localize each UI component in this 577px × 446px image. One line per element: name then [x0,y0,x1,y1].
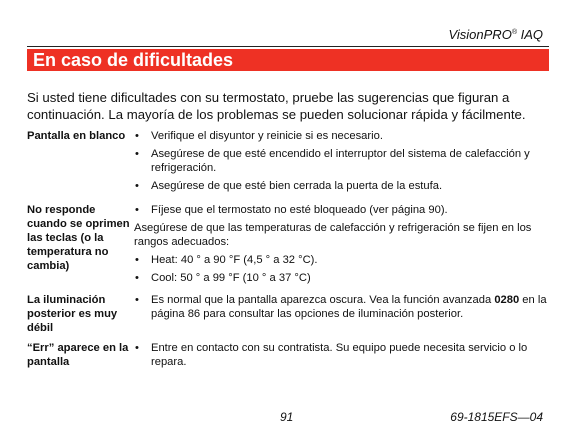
list-item-text: en la página 86 para consultar las opciones de iluminación posterior. [151,294,547,320]
list-item: • Cool: 50 ° a 99 °F (10 ° a 37 °C) [134,271,554,285]
page-number: 91 [280,410,294,424]
problem-label: La iluminación posterior es muy débil [27,294,118,334]
list-item: • Asegúrese de que esté encendido el interruptor del sistema de calefacción y refrigeración. [134,147,554,175]
brand-header [448,27,543,42]
intro-paragraph: Si usted tiene dificultades con su termostato, pruebe las sugerencias que figuran a continuación. La mayoría de los problemas se pueden solucionar rápida y fácilmente. [27,90,526,122]
list-item-text: Es normal que la pantalla aparezca oscura. Vea la función avanzada [151,294,495,306]
troubleshooting-table [27,129,557,373]
problem-label: “Err” aparece en la pantalla [27,342,129,368]
solution-list [134,293,554,335]
list-item: • Verifique el disyuntor y reinicie si es necesario. [134,129,554,143]
table-row [27,341,557,373]
solution-list [134,129,554,197]
solution-list [134,203,554,289]
list-item: • Entre en contacto con su contratista. Su equipo puede necesita servicio o lo repara. [134,341,554,369]
brand-name: VisionPRO [448,27,512,42]
table-row [27,293,557,335]
problem-label: No responde cuando se oprimen las teclas (o la temperatura no cambia) [27,204,130,272]
brand-suffix: IAQ [516,27,543,42]
solution-list [134,341,554,373]
table-row [27,203,557,289]
list-note: Asegúrese de que las temperaturas de calefacción y refrigeración se fijen en los rangos adecuados: [134,222,532,248]
document-code: 69-1815EFS—04 [450,410,543,424]
table-row [27,129,557,197]
list-item: • Heat: 40 ° a 90 °F (4,5 ° a 32 °C). [134,253,554,267]
list-item: • Asegúrese de que esté bien cerrada la puerta de la estufa. [134,179,554,193]
list-item [134,293,554,321]
registered-mark: ® [511,29,517,36]
function-code: 0280 [494,294,520,306]
section-title: En caso de dificultades [27,49,549,71]
list-item: • Fíjese que el termostato no esté bloqueado (ver página 90). [134,203,554,217]
problem-label: Pantalla en blanco [27,130,126,142]
header-divider [27,46,549,47]
